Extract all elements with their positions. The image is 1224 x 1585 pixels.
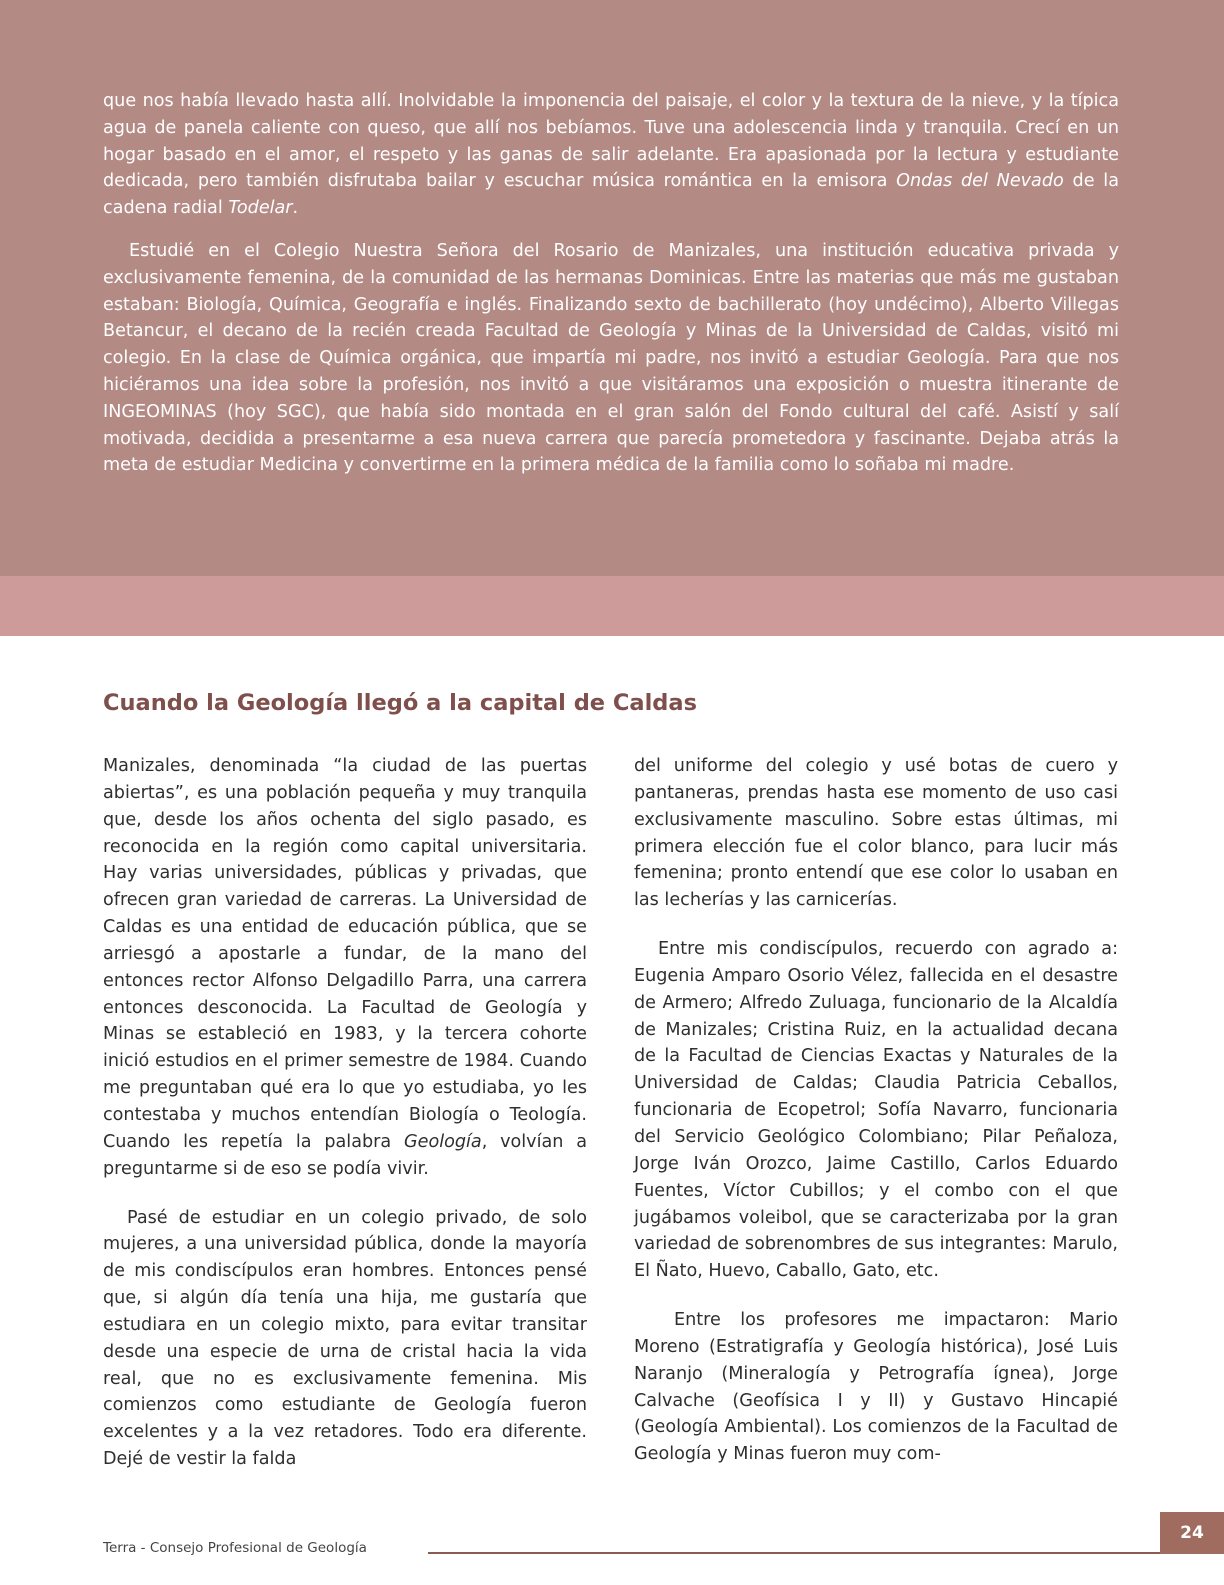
intro-p1-text-3: .: [292, 198, 299, 219]
right-paragraph-2: Entre mis condiscípulos, recuerdo con agrado a: Eugenia Amparo Osorio Vélez, fallecida en el desastre de Armero; Alfredo Zuluaga, funcionario de la Alcaldía de Manizales; Cristina Ruiz, en la actualidad decana de la Facultad de Ciencias Exactas y Naturales de la Universidad de Caldas; Claudia Patricia Ceballos, funcionaria de Ecopetrol; Sofía Navarro, funcionaria del Servicio Geológico Colombiano; Pilar Peñaloza, Jorge Iván Orozco, Jaime Castillo, Carlos Eduardo Fuentes, Víctor Cubillos; y el combo con el que jugábamos voleibol, que se caracterizaba por la gran variedad de sobrenombres de sus integrantes: Marulo, El Ñato, Huevo, Caballo, Gato, etc.: [634, 939, 1118, 1282]
left-p1-text: Manizales, denominada “la ciudad de las puertas abiertas”, es una población pequeña y muy tranquila que, desde los años ochenta del siglo pasado, es reconocida en la región como capital universitaria. Hay varias universidades, públicas y privadas, que ofrecen gran variedad de carreras. La Universidad de Caldas es una entidad de educación pública, que se arriesgó a apostarle a fundar, de la mano del entonces rector Alfonso Delgadillo Parra, una carrera entonces desconocida. La Facultad de Geología y Minas se estableció en 1983, y la tercera cohorte inició estudios en el primer semestre de 1984. Cuando me preguntaban qué era lo que yo estudiaba, yo les contestaba y muchos entendían Biología o Teología. Cuando les repetía la palabra: [103, 756, 587, 1152]
footer-divider: [428, 1552, 1160, 1554]
page-number: 24: [1180, 1523, 1204, 1543]
section-title: Cuando la Geología llegó a la capital de Caldas: [103, 690, 697, 716]
right-paragraph-3: Entre los profesores me impactaron: Mario Moreno (Estratigrafía y Geología histórica), José Luis Naranjo (Mineralogía y Petrografía ígnea), Jorge Calvache (Geofísica I y II) y Gustavo Hincapié (Geología Ambiental). Los comienzos de la Facultad de Geología y Minas fueron muy com-: [634, 1310, 1118, 1465]
intro-paragraph-2: Estudié en el Colegio Nuestra Señora del Rosario de Manizales, una institución educativa privada y exclusivamente femenina, de la comunidad de las hermanas Dominicas. Entre las materias que más me gustaban estaban: Biología, Química, Geografía e inglés. Finalizando sexto de bachillerato (hoy undécimo), Alberto Villegas Betancur, el decano de la recién creada Facultad de Geología y Minas de la Universidad de Caldas, visitó mi colegio. En la clase de Química orgánica, que impartía mi padre, nos invitó a estudiar Geología. Para que nos hiciéramos una idea sobre la profesión, nos invitó a que visitáramos una exposición o muestra itinerante de INGEOMINAS (hoy SGC), que había sido montada en el gran salón del Fondo cultural del café. Asistí y salí motivada, decidida a presentarme a esa nueva carrera que parecía prometedora y fascinante. Dejaba atrás la meta de estudiar Medicina y convertirme en la primera médica de la familia como lo soñaba mi madre.: [103, 240, 1119, 476]
page-number-badge: [1160, 1512, 1224, 1554]
right-column: [634, 753, 1118, 1490]
left-paragraph-2: Pasé de estudiar en un colegio privado, de solo mujeres, a una universidad pública, donde la mayoría de mis condiscípulos eran hombres. Entonces pensé que, si algún día tenía una hija, me gustaría que estudiara en un colegio mixto, para evitar transitar desde una especie de urna de cristal hacia la vida real, que no es exclusivamente femenina. Mis comienzos como estudiante de Geología fueron excelentes y a la vez retadores. Todo era diferente. Dejé de vestir la falda: [103, 1207, 587, 1470]
radio-network-name: Todelar: [228, 198, 293, 219]
radio-station-name: Ondas del Nevado: [896, 171, 1064, 192]
intro-paragraph-1: [103, 88, 1119, 222]
intro-text-block: [103, 88, 1119, 495]
left-column: [103, 753, 587, 1495]
emphasized-word: Geología: [403, 1131, 482, 1152]
left-p1-text-2: , volvían a preguntarme si de eso se podía vivir.: [103, 1131, 588, 1179]
right-paragraph-1: del uniforme del colegio y usé botas de cuero y pantaneras, prendas hasta ese momento de uso casi exclusivamente masculino. Sobre estas últimas, mi primera elección fue el color blanco, para lucir más femenina; pronto entendí que ese color lo usaban en las lecherías y las carnicerías.: [634, 756, 1118, 911]
intro-p1-text: que nos había llevado hasta allí. Inolvidable la imponencia del paisaje, el color y la textura de la nieve, y la típica agua de panela caliente con queso, que allí nos bebíamos. Tuve una adolescencia linda y tranquila. Crecí en un hogar basado en el amor, el respeto y las ganas de salir adelante. Era apasionada por la lectura y estudiante dedicada, pero también disfrutaba bailar y escuchar música romántica en la emisora: [103, 91, 1119, 192]
intro-p1-text-2: de la cadena radial: [103, 171, 1119, 219]
left-paragraph-1: [103, 753, 587, 1183]
footer-publication-name: Terra - Consejo Profesional de Geología: [103, 1540, 367, 1556]
accent-stripe: [0, 576, 1224, 636]
